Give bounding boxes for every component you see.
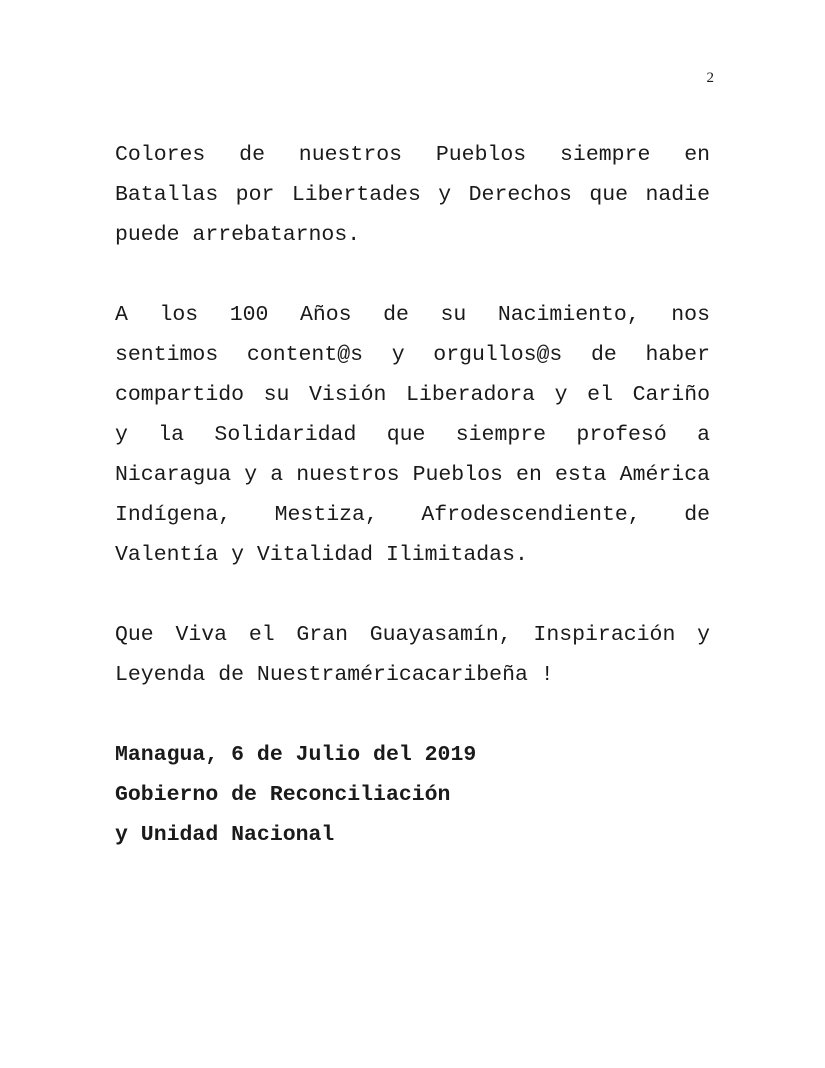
paragraph-1 <box>115 135 710 255</box>
paragraph-line: A los 100 Años de su Nacimiento, nos <box>115 303 710 327</box>
paragraph-line: compartido su Visión Liberadora y el Cariño <box>115 383 710 407</box>
place-date: Managua, 6 de Julio del 2019 <box>115 743 477 767</box>
page-number: 2 <box>706 70 714 86</box>
paragraph-line: sentimos content@s y orgullos@s de haber <box>115 343 710 367</box>
paragraph-2 <box>115 295 710 575</box>
paragraph-3 <box>115 615 710 695</box>
paragraph-line: puede arrebatarnos. <box>115 223 361 247</box>
signature-block <box>115 735 710 855</box>
organization-line-1: Gobierno de Reconciliación <box>115 783 451 807</box>
paragraph-line: Batallas por Libertades y Derechos que nadie <box>115 183 710 207</box>
paragraph-line: Leyenda de Nuestraméricacaribeña ! <box>115 663 554 687</box>
organization-line-2: y Unidad Nacional <box>115 823 335 847</box>
paragraph-line: Nicaragua y a nuestros Pueblos en esta América <box>115 463 710 487</box>
paragraph-line: y la Solidaridad que siempre profesó a <box>115 423 710 447</box>
paragraph-line: Que Viva el Gran Guayasamín, Inspiración y <box>115 623 710 647</box>
paragraph-line: Colores de nuestros Pueblos siempre en <box>115 143 710 167</box>
paragraph-line: Valentía y Vitalidad Ilimitadas. <box>115 543 528 567</box>
paragraph-line: Indígena, Mestiza, Afrodescendiente, de <box>115 503 710 527</box>
